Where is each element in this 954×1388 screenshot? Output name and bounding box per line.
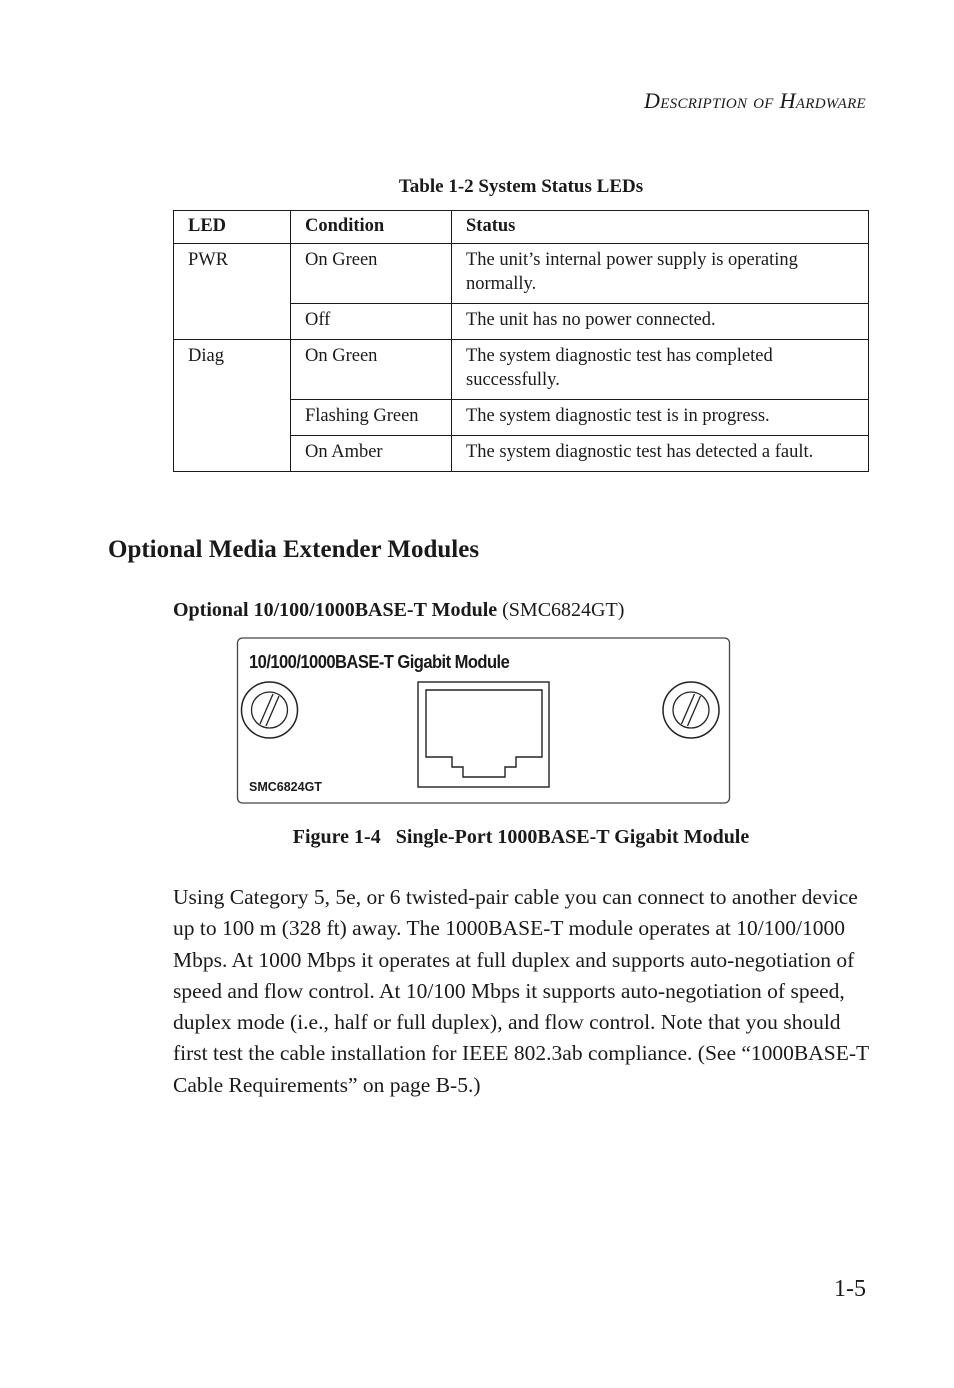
- sub-heading-title: Optional 10/100/1000BASE-T Module: [173, 599, 498, 621]
- header-led: LED: [174, 211, 291, 244]
- led-cell-pwr: PWR: [174, 244, 291, 340]
- body-paragraph: Using Category 5, 5e, or 6 twisted-pair cable you can connect to another device up to 100 m (328 ft) away. The 1000BASE-T module operates at 10/100/1000 Mbps. At 1000 Mbps it operates at full duplex and supports auto-negotiation of speed and flow control. At 10/100 Mbps it supports auto-negotiation of speed, duplex mode (i.e., half or full duplex), and flow control. Note that you should first test the cable installation for IEEE 802.3ab compliance. (See “1000BASE-T Cable Requirements” on page B-5.): [173, 885, 869, 1097]
- running-head: [644, 88, 866, 114]
- sub-heading: [173, 599, 624, 622]
- running-head-initial-d: D: [643, 88, 661, 113]
- system-status-leds-table: [173, 210, 869, 472]
- running-head-initial-h: H: [779, 88, 796, 113]
- page-number: 1-5: [834, 1276, 866, 1302]
- header-status: Status: [452, 211, 869, 244]
- condition-cell: Flashing Green: [291, 400, 452, 436]
- header-condition: Condition: [291, 211, 452, 244]
- condition-cell: On Green: [291, 340, 452, 400]
- section-heading: Optional Media Extender Modules: [108, 536, 480, 563]
- status-cell: The system diagnostic test is in progress.: [452, 400, 869, 436]
- status-cell: The system diagnostic test has completed successfully.: [452, 340, 869, 400]
- left-screw-icon: [242, 682, 298, 738]
- status-cell: The unit has no power connected.: [452, 304, 869, 340]
- table-header-row: [174, 211, 869, 244]
- status-cell: The unit’s internal power supply is operating normally.: [452, 244, 869, 304]
- condition-cell: Off: [291, 304, 452, 340]
- figure-caption: Figure 1-4 Single-Port 1000BASE-T Gigabit Module: [292, 826, 750, 848]
- sub-heading-model: (SMC6824GT): [497, 599, 625, 621]
- table-row: [174, 340, 869, 400]
- led-cell-diag: Diag: [174, 340, 291, 472]
- status-cell: The system diagnostic test has detected a fault.: [452, 436, 869, 472]
- running-head-word-hardware: ardware: [795, 88, 866, 113]
- gigabit-module-figure: [236, 636, 732, 806]
- table-row: [174, 244, 869, 304]
- module-model-label: SMC6824GT: [249, 780, 322, 794]
- condition-cell: On Green: [291, 244, 452, 304]
- running-head-word-of: of: [753, 88, 774, 113]
- module-title-label: 10/100/1000BASE-T Gigabit Module: [249, 652, 510, 672]
- table-caption: Table 1-2 System Status LEDs: [398, 176, 644, 197]
- right-screw-icon: [663, 682, 719, 738]
- rj45-port-icon: [418, 682, 549, 787]
- running-head-word-description: escription: [660, 88, 748, 113]
- condition-cell: On Amber: [291, 436, 452, 472]
